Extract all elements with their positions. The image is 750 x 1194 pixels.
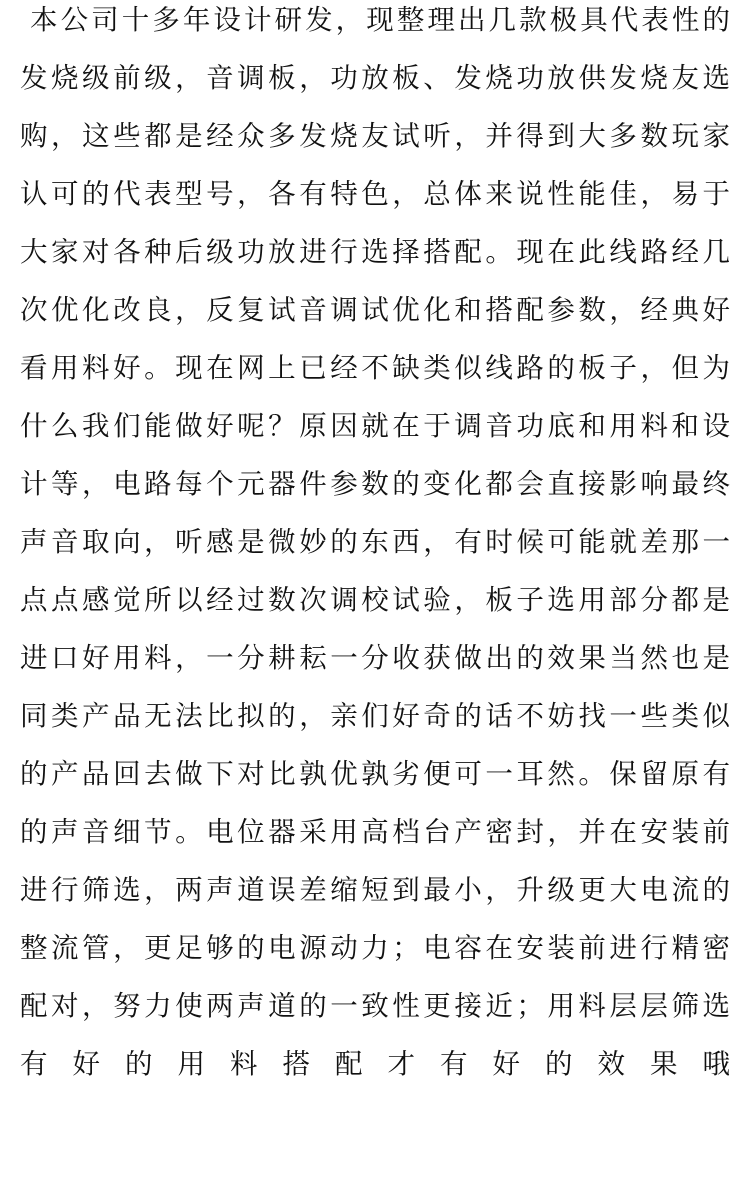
text-line-15: 的声音细节。电位器采用高档台产密封，并在安装前	[20, 816, 730, 848]
text-line-18: 配对，努力使两声道的一致性更接近；用料层层筛选	[20, 990, 730, 1022]
text-line-20	[0, 1102, 750, 1142]
text-line-5: 大家对各种后级功放进行选择搭配。现在此线路经几	[20, 236, 730, 268]
text-line-1: 本公司十多年设计研发，现整理出几款极具代表性的	[30, 4, 730, 36]
text-line-8: 什么我们能做好呢？原因就在于调音功底和用料和设	[20, 410, 730, 442]
text-line-6: 次优化改良，反复试音调试优化和搭配参数，经典好	[20, 294, 730, 326]
text-line-4: 认可的代表型号，各有特色，总体来说性能佳，易于	[20, 178, 730, 210]
text-line-19: 有好的用料搭配才有好的效果哦	[20, 1048, 730, 1080]
text-line-3: 购，这些都是经众多发烧友试听，并得到大多数玩家	[20, 120, 730, 152]
text-line-13: 同类产品无法比拟的，亲们好奇的话不妨找一些类似	[20, 700, 730, 732]
text-line-7: 看用料好。现在网上已经不缺类似线路的板子，但为	[20, 352, 730, 384]
text-line-11: 点点感觉所以经过数次调校试验，板子选用部分都是	[20, 584, 730, 616]
text-line-2: 发烧级前级，音调板，功放板、发烧功放供发烧友选	[20, 62, 730, 94]
text-line-14: 的产品回去做下对比孰优孰劣便可一耳然。保留原有	[20, 758, 730, 790]
text-line-9: 计等，电路每个元器件参数的变化都会直接影响最终	[20, 468, 730, 500]
text-line-12: 进口好用料，一分耕耘一分收获做出的效果当然也是	[20, 642, 730, 674]
text-line-17: 整流管，更足够的电源动力；电容在安装前进行精密	[20, 932, 730, 964]
text-line-10: 声音取向，听感是微妙的东西，有时候可能就差那一	[20, 526, 730, 558]
text-line-16: 进行筛选，两声道误差缩短到最小，升级更大电流的	[20, 874, 730, 906]
